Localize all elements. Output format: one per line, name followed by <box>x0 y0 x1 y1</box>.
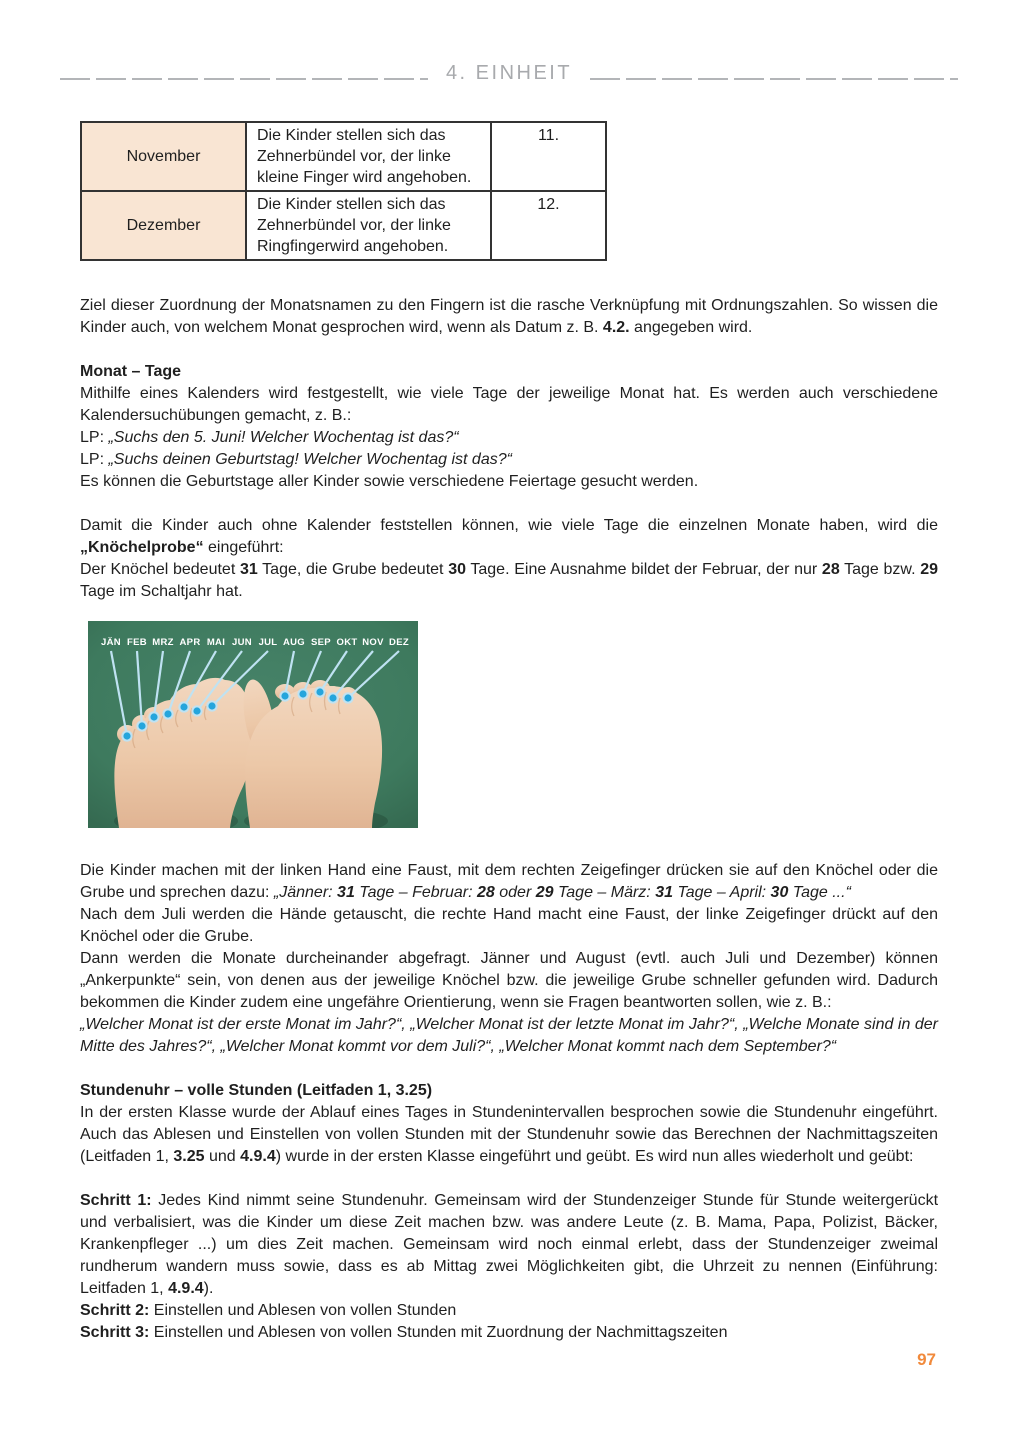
bold-text: Schritt 2: <box>80 1302 150 1319</box>
paragraph <box>80 1300 938 1322</box>
paragraph <box>80 427 938 449</box>
figure-month-label: DEZ <box>389 637 409 648</box>
figure-knuckle-dot <box>150 713 157 720</box>
text: Der Knöchel bedeutet <box>80 561 240 578</box>
text: Tage, die Grube bedeutet <box>257 561 449 578</box>
text: Jedes Kind nimmt seine Stundenuhr. Gemeinsam wird der Stundenzeiger Stunde für Stunde weitergerückt und verbalisiert, was die Kinder um diese Zeit machen bzw. was andere Leute (z. B. Mama, Papa, Polizist, Bäcker, Krankenpfleger ...) um dies Zeit machen. Gemeinsam wird noch einmal erlebt, dass der Stundenzeiger zweimal rundherum wandern muss sowie, dass es ab Mittag zwei Möglichkeiten gibt, die Uhrzeit zu nennen (Einführung: Leitfaden 1, <box>80 1192 939 1297</box>
text: Tage im Schaltjahr hat. <box>80 583 243 600</box>
description-cell: Die Kinder stellen sich das Zehnerbündel vor, der linke Ringfingerwird angehoben. <box>246 191 491 260</box>
spacer <box>80 339 938 361</box>
figure-month-label: SEP <box>311 637 331 648</box>
bold-text: 4.9.4 <box>240 1148 276 1165</box>
figure-knuckle-dot <box>299 690 306 697</box>
table-row <box>81 122 606 191</box>
figure-knuckle-dot <box>138 722 145 729</box>
month-cell: Dezember <box>81 191 246 260</box>
bold-text: „Knöchelprobe“ <box>80 539 204 556</box>
text: Stundenuhr – volle Stunden (Leitfaden 1, 3.25) <box>80 1082 433 1099</box>
bold-text: 30 <box>770 884 789 901</box>
text: Einstellen und Ablesen von vollen Stunden mit Zuordnung der Nachmittagszeiten <box>149 1324 728 1341</box>
paragraph <box>80 1014 938 1058</box>
bold-text: 31 <box>239 561 258 578</box>
header-rule-left <box>60 78 428 80</box>
figure-month-label: APR <box>179 637 201 648</box>
bold-text: 29 <box>535 884 554 901</box>
text: Tage. Eine Ausnahme bildet der Februar, der nur <box>465 561 822 578</box>
page-title: 4. EINHEIT <box>445 62 573 84</box>
paragraph <box>80 559 938 603</box>
paragraph <box>80 1190 938 1300</box>
header-rule-right <box>590 78 958 80</box>
section-heading <box>80 361 938 383</box>
figure-month-label: FEB <box>127 637 147 648</box>
figure-knuckle-dot <box>208 702 215 709</box>
knuckle-months-photo <box>88 621 418 828</box>
text: LP: <box>80 451 109 468</box>
figure-month-label: JÄN <box>101 637 121 648</box>
text: Tage bzw. <box>839 561 921 578</box>
paragraph <box>80 471 938 493</box>
bold-text: 31 <box>655 884 673 901</box>
text: Die Kinder machen mit der linken Hand eine Faust, mit dem rechten Zeigefinger drücken sie auf den Knöchel oder die Grube und sprechen dazu: <box>80 862 938 901</box>
bold-text: 30 <box>448 561 466 578</box>
text-blocks-top <box>80 295 938 603</box>
text: ) wurde in der ersten Klasse eingeführt und geübt. Es wird nun alles wiederholt und geübt: <box>275 1148 914 1165</box>
text-blocks-bottom <box>80 860 938 1344</box>
italic-text: Tage – Februar: <box>354 884 477 901</box>
figure-month-label: JUN <box>232 637 252 648</box>
figure-knuckle-dot <box>344 694 351 701</box>
paragraph <box>80 860 938 904</box>
figure-month-label: JUL <box>258 637 278 648</box>
italic-text: „Jänner: <box>273 884 338 901</box>
italic-text: „Suchs deinen Geburtstag! Welcher Wochentag ist das?“ <box>108 451 512 468</box>
content-column <box>0 121 1018 1344</box>
text: eingeführt: <box>203 539 284 556</box>
figure-month-label: MAI <box>206 637 226 648</box>
paragraph <box>80 295 938 339</box>
paragraph <box>80 1322 938 1344</box>
bold-text: 4.9.4 <box>168 1280 204 1297</box>
text: In der ersten Klasse wurde der Ablauf eines Tages in Stundenintervallen besprochen sowie die Stundenuhr eingeführt. Auch das Ablesen und Einstellen von vollen Stunden mit der Stundenuhr sowie das Berechnen der Nachmittagszeiten (Leitfaden 1, <box>80 1104 938 1165</box>
figure-month-label: AUG <box>282 637 306 648</box>
italic-text: „Suchs den 5. Juni! Welcher Wochentag ist das?“ <box>108 429 459 446</box>
text: und <box>204 1148 241 1165</box>
bold-text: 28 <box>477 884 495 901</box>
bold-text: Schritt 3: <box>80 1324 150 1341</box>
figure-knuckle-dot <box>180 703 187 710</box>
text: Mithilfe eines Kalenders wird festgestellt, wie viele Tage der jeweilige Monat hat. Es werden auch verschiedene Kalendersuchübungen gemacht, z. B.: <box>80 385 938 424</box>
spacer <box>80 493 938 515</box>
table-row <box>81 191 606 260</box>
paragraph <box>80 904 938 948</box>
paragraph <box>80 1102 938 1168</box>
right-fist <box>238 677 382 828</box>
bold-text: 29 <box>920 561 939 578</box>
figure-month-label: MRZ <box>152 637 174 648</box>
bold-text: Schritt 1: <box>80 1192 152 1209</box>
spacer <box>80 1168 938 1190</box>
paragraph <box>80 948 938 1014</box>
text: Es können die Geburtstage aller Kinder sowie verschiedene Feiertage gesucht werden. <box>80 473 699 490</box>
ordinal-cell: 11. <box>491 122 606 191</box>
italic-text: oder <box>494 884 536 901</box>
page-number: 97 <box>917 1350 936 1369</box>
bold-text: 4.2. <box>602 319 630 336</box>
figure-knuckle-dot <box>193 707 200 714</box>
description-cell: Die Kinder stellen sich das Zehnerbündel vor, der linke kleine Finger wird angehoben. <box>246 122 491 191</box>
figure-knuckle-dot <box>316 688 323 695</box>
figure-month-label: OKT <box>336 637 358 648</box>
ordinal-cell: 12. <box>491 191 606 260</box>
text: angegeben wird. <box>629 319 753 336</box>
bold-text: 3.25 <box>173 1148 205 1165</box>
bold-text: 31 <box>337 884 355 901</box>
paragraph <box>80 383 938 427</box>
italic-text: Tage – April: <box>673 884 771 901</box>
figure-knuckle-dot <box>164 710 171 717</box>
text: ). <box>203 1280 214 1297</box>
page-header <box>60 62 958 85</box>
paragraph <box>80 449 938 471</box>
italic-text: Tage – März: <box>553 884 656 901</box>
text: Einstellen und Ablesen von vollen Stunden <box>149 1302 457 1319</box>
spacer <box>80 1058 938 1080</box>
month-table <box>80 121 607 261</box>
section-heading <box>80 1080 938 1102</box>
italic-text: „Welcher Monat ist der erste Monat im Jahr?“, „Welcher Monat ist der letzte Monat im Jahr?“, „Welche Monate sind in der Mitte des Jahres?“, „Welcher Monat kommt vor dem Juli?“, „Welcher Monat kommt nach dem September?“ <box>80 1016 938 1055</box>
text: Damit die Kinder auch ohne Kalender feststellen können, wie viele Tage die einzelnen Monate haben, wird die <box>80 517 938 534</box>
figure-knuckle-dot <box>329 694 336 701</box>
month-cell: November <box>81 122 246 191</box>
text: Dann werden die Monate durcheinander abgefragt. Jänner und August (evtl. auch Juli und Dezember) können „Ankerpunkte“ sein, von denen aus der jeweilige Knöchel bzw. die jeweilige Grube schneller gefunden wird. Dadurch bekommen die Kinder zudem eine ungefähre Orientierung, wenn sie Fragen beantworten sollen, wie z. B.: <box>80 950 938 1011</box>
text: Nach dem Juli werden die Hände getauscht, die rechte Hand macht eine Faust, der linke Zeigefinger drückt auf den Knöchel oder die Grube. <box>80 906 938 945</box>
italic-text: Tage ...“ <box>788 884 851 901</box>
figure-knuckle-dot <box>281 692 288 699</box>
paragraph <box>80 515 938 559</box>
text: LP: <box>80 429 109 446</box>
figure-month-label: NOV <box>362 637 384 648</box>
text: Monat – Tage <box>80 363 182 380</box>
figure-knuckle-dot <box>123 732 130 739</box>
text: Ziel dieser Zuordnung der Monatsnamen zu den Fingern ist die rasche Verknüpfung mit Ordnungszahlen. So wissen die Kinder auch, von welchem Monat gesprochen wird, wenn als Datum z. B. <box>80 297 938 336</box>
bold-text: 28 <box>821 561 840 578</box>
